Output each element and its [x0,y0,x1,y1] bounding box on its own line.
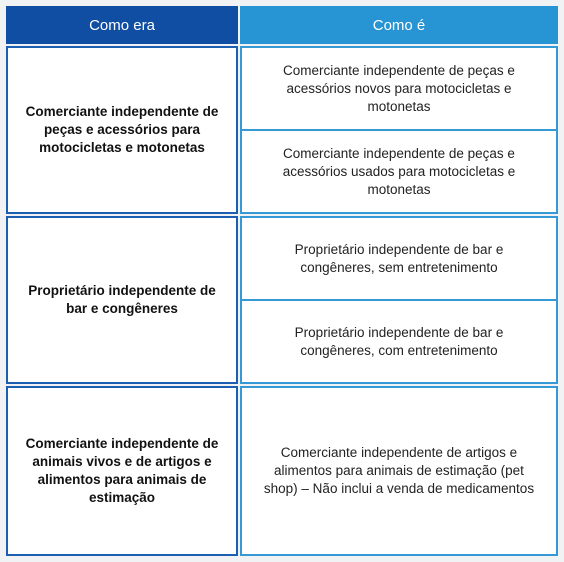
row-3-after-cell [240,386,558,556]
header-como-era-label: Como era [89,16,155,34]
row-1-after-cell [240,46,558,214]
row-3-before-text: Comerciante independente de animais vivos e de artigos e alimentos para animais de estimação [25,436,219,505]
row-2-before-text: Proprietário independente de bar e congêneres [28,283,216,316]
row-2-after-item-2: Proprietário independente de bar e congêneres, com entretenimento [242,299,556,382]
row-1-after-item-2: Comerciante independente de peças e acessórios usados para motocicletas e motonetas [242,129,556,212]
row-1-before-text: Comerciante independente de peças e acessórios para motocicletas e motonetas [25,104,219,155]
row-3-before-cell [6,386,238,556]
row-2-before-cell [6,216,238,384]
row-2-after-item-1: Proprietário independente de bar e congêneres, sem entretenimento [294,241,504,275]
row-1-after-item-1: Comerciante independente de peças e acessórios novos para motocicletas e motonetas [283,62,515,114]
header-como-e-label: Como é [372,16,426,34]
header-como-e [240,6,558,44]
row-3-after-item-1: Comerciante independente de artigos e alimentos para animais de estimação (pet shop) – Não inclui a venda de medicamentos [263,445,535,496]
row-1-before-cell [6,46,238,214]
header-como-era [6,6,238,44]
row-2-after-cell [240,216,558,384]
